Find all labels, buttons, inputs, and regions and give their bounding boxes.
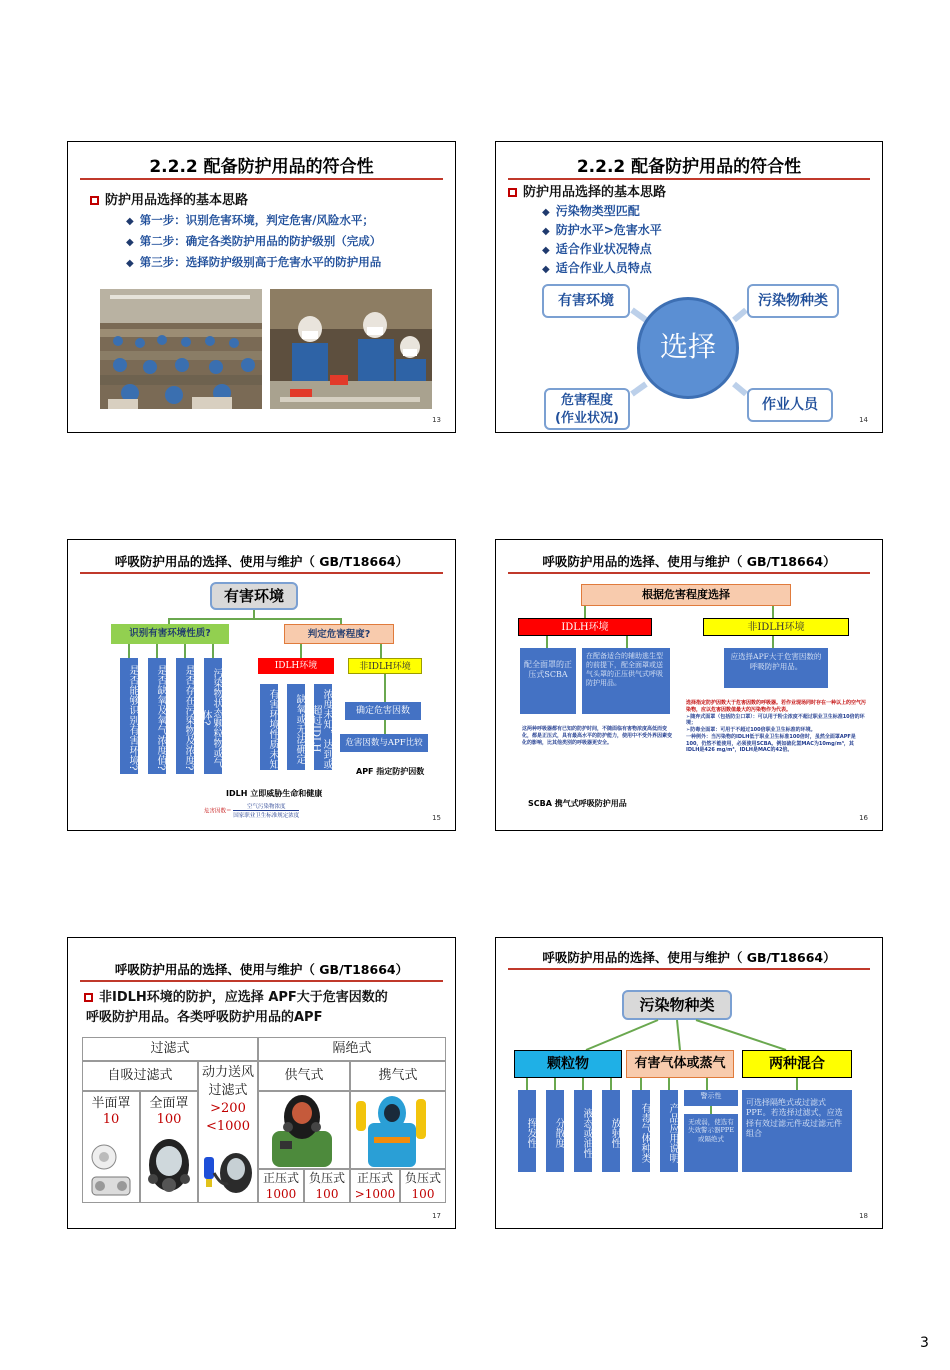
slide-16 bbox=[495, 539, 883, 831]
left-col-2: 是否缺氧及氧气浓度值? bbox=[148, 658, 166, 774]
idlh-box: IDLH环境 bbox=[518, 618, 652, 636]
slide-heading: 防护用品选择的基本思路 bbox=[508, 181, 666, 200]
scba-note: SCBA 携气式呼吸防护用品 bbox=[528, 799, 627, 808]
slide-title: 2.2.2 配备防护用品的符合性 bbox=[576, 157, 802, 177]
top-box-by-hazard: 根据危害程度选择 bbox=[581, 584, 791, 606]
diamond-bullet-icon: ◆ bbox=[542, 226, 550, 237]
page-number: 14 bbox=[859, 416, 868, 424]
item-4: ◆ 适合作业人员特点 bbox=[542, 261, 652, 275]
hazard-formula: 危害因数＝ 空气污染物浓度 国家职业卫生标准规定浓度 bbox=[204, 804, 300, 819]
right-note: 选择指定防护因数大于危害因数的呼吸器。若作业现场同时存在一种以上的空气污染物，应以危害因数值最大的污染物作为代表。 ➢随弃式面罩（包括防尘口罩）：可以用于粉尘浓度不超过职业卫生标准10倍的环境； ➢防毒全面罩：可用于不超过100倍职业卫生标准的环境。 一种例外：当污染物的IDLH低于职业卫生标准100倍时，虽然全面罩APF是100，仍然不能使用，必须使用SCBA。例如硫化氢MAC为10mg/m³，其IDLH是426 mg/m³，IDLH是MAC的42倍。 bbox=[686, 700, 867, 754]
item-2: ◆ 防护水平>危害水平 bbox=[542, 223, 662, 237]
cat-mixed: 两种混合 bbox=[742, 1050, 852, 1078]
full-mask-image bbox=[144, 1135, 194, 1199]
title-underline bbox=[80, 178, 443, 180]
slide-14 bbox=[495, 141, 883, 433]
box-hazard-level: 危害程度 (作业状况) bbox=[544, 388, 630, 430]
h-supply: 供气式 bbox=[258, 1061, 350, 1091]
apf-note: APF 指定防护因数 bbox=[356, 767, 425, 776]
half-mask: 半面罩 10 bbox=[82, 1091, 140, 1203]
page-number: 16 bbox=[859, 814, 868, 822]
item-1: ◆ 污染物类型匹配 bbox=[542, 204, 640, 218]
slide-15 bbox=[67, 539, 456, 831]
non-idlh-box: 非IDLH环境 bbox=[703, 618, 849, 636]
powered-air-image bbox=[200, 1137, 256, 1201]
scba-box: 配全面罩的正压式SCBA bbox=[520, 648, 576, 714]
identify-env-box: 识别有害环境性质? bbox=[111, 624, 229, 644]
diamond-bullet-icon: ◆ bbox=[126, 258, 134, 269]
step-1: ◆ 第一步：识别危害环境，判定危害/风险水平； bbox=[126, 213, 374, 227]
factory-workers-photo bbox=[100, 289, 262, 409]
diamond-bullet-icon: ◆ bbox=[542, 207, 550, 218]
diamond-bullet-icon: ◆ bbox=[126, 216, 134, 227]
top-box-pollutant: 污染物种类 bbox=[622, 990, 732, 1020]
non-idlh-box: 非IDLH环境 bbox=[348, 658, 422, 674]
slide-title: 2.2.2 配备防护用品的符合性 bbox=[149, 157, 374, 177]
h-isolate: 隔绝式 bbox=[258, 1037, 446, 1061]
supplied-air-box: 在配备适合的辅助逃生型的前提下，配全面罩或送气头罩的正压供气式呼吸防护用品。 bbox=[582, 648, 670, 714]
slide-title: 呼吸防护用品的选择、使用与维护（ GB/T18664） bbox=[114, 554, 409, 569]
cat-particulate: 颗粒物 bbox=[514, 1050, 622, 1078]
center-circle: 选择 bbox=[637, 297, 739, 399]
page-number: 13 bbox=[432, 416, 441, 424]
p-col-1: 挥发性 bbox=[518, 1090, 536, 1172]
p-col-3: 液态或油性 bbox=[574, 1090, 592, 1172]
diamond-bullet-icon: ◆ bbox=[542, 264, 550, 275]
determine-factor-box: 确定危害因数 bbox=[345, 702, 421, 720]
h-carry: 携气式 bbox=[350, 1061, 446, 1091]
slide-title: 呼吸防护用品的选择、使用与维护（ GB/T18664） bbox=[542, 554, 836, 569]
warning-box: 警示性 bbox=[684, 1090, 738, 1106]
pos2: 正压式 >1000 bbox=[350, 1169, 400, 1203]
item-3: ◆ 适合作业状况特点 bbox=[542, 242, 652, 256]
idlh-note: IDLH 立即威胁生命和健康 bbox=[226, 789, 323, 798]
idlh-col-1: 有害环境性质未知 bbox=[260, 684, 278, 770]
diamond-bullet-icon: ◆ bbox=[542, 245, 550, 256]
h-self: 自吸过滤式 bbox=[82, 1061, 198, 1091]
square-bullet-icon bbox=[84, 993, 93, 1002]
compare-apf-box: 危害因数与APF比较 bbox=[340, 734, 428, 752]
warning-sub-box: 无或弱，使选有失效警示器PPE或隔绝式 bbox=[684, 1114, 738, 1172]
apf-table bbox=[82, 1037, 446, 1203]
slide-heading: 防护用品选择的基本思路 bbox=[90, 189, 248, 208]
square-bullet-icon bbox=[90, 196, 99, 205]
h-filter: 过滤式 bbox=[82, 1037, 258, 1061]
full-mask: 全面罩 100 bbox=[140, 1091, 198, 1203]
slide-title: 呼吸防护用品的选择、使用与维护（ GB/T18664） bbox=[114, 962, 409, 977]
box-pollutant-type: 污染物种类 bbox=[747, 284, 839, 318]
idlh-col-2: 缺氧或无法确定 bbox=[287, 684, 305, 770]
workers-with-masks-photo bbox=[270, 289, 432, 409]
box-workers: 作业人员 bbox=[747, 388, 833, 422]
h-power: 动力送风 过滤式 >200 <1000 bbox=[198, 1061, 258, 1203]
box-harmful-env: 有害环境 bbox=[542, 284, 630, 318]
idlh-box: IDLH环境 bbox=[258, 658, 334, 674]
judge-hazard-box: 判定危害程度? bbox=[284, 624, 394, 644]
neg1: 负压式 100 bbox=[304, 1169, 350, 1203]
title-underline bbox=[80, 572, 443, 574]
apf-select-box: 应选择APF大于危害因数的呼吸防护用品。 bbox=[724, 648, 828, 688]
document-page-number: 3 bbox=[920, 1335, 929, 1351]
mixed-box: 可选择隔绝式或过滤式PPE。若选择过滤式，应选择有效过滤元件或过滤元件组合 bbox=[742, 1090, 852, 1172]
supplied-air-image bbox=[262, 1093, 346, 1167]
diamond-bullet-icon: ◆ bbox=[126, 237, 134, 248]
title-underline bbox=[508, 572, 870, 574]
p-col-2: 分散度 bbox=[546, 1090, 564, 1172]
g-col-1: 有毒气体种类 bbox=[632, 1090, 650, 1172]
half-mask-image bbox=[86, 1137, 136, 1199]
title-underline bbox=[80, 980, 443, 982]
cat-gas: 有害气体或蒸气 bbox=[626, 1050, 734, 1078]
left-col-1: 是否能够识别有害环境? bbox=[120, 658, 138, 774]
neg2: 负压式 100 bbox=[400, 1169, 446, 1203]
pos1: 正压式 1000 bbox=[258, 1169, 304, 1203]
idlh-col-3: 浓度未知，达到或超过IDLH bbox=[314, 684, 332, 770]
page-number: 18 bbox=[859, 1212, 868, 1220]
body-text: 非IDLH环境的防护，应选择 APF大于危害因数的 呼吸防护用品。各类呼吸防护用品的APF bbox=[86, 990, 388, 1025]
step-3: ◆ 第三步：选择防护级别高于危害水平的防护用品 bbox=[126, 255, 382, 269]
left-col-3: 是否存在污染物及浓度? bbox=[176, 658, 194, 774]
slide-title: 呼吸防护用品的选择、使用与维护（ GB/T18664） bbox=[542, 950, 836, 965]
left-col-4: 污染物状态颗粒物或气体? bbox=[204, 658, 222, 774]
left-note: 这两种呼吸器都有已知的防护时间，不随面临有害物浓度高低而变化，都是正压式，具有最高水平的防护能力，使用中不受外界因素变化的影响，比其他类别的呼吸器更安全。 bbox=[522, 726, 673, 746]
page-number: 15 bbox=[432, 814, 441, 822]
step-2: ◆ 第二步：确定各类防护用品的防护级别（完成） bbox=[126, 234, 382, 248]
slide-17 bbox=[67, 937, 456, 1229]
g-col-2: 产品应用说明 bbox=[660, 1090, 678, 1172]
slide-18 bbox=[495, 937, 883, 1229]
scba-image bbox=[354, 1093, 442, 1167]
top-box-harmful-env: 有害环境 bbox=[210, 582, 298, 610]
slide-13 bbox=[67, 141, 456, 433]
p-col-4: 放射性 bbox=[602, 1090, 620, 1172]
page-number: 17 bbox=[432, 1212, 441, 1220]
